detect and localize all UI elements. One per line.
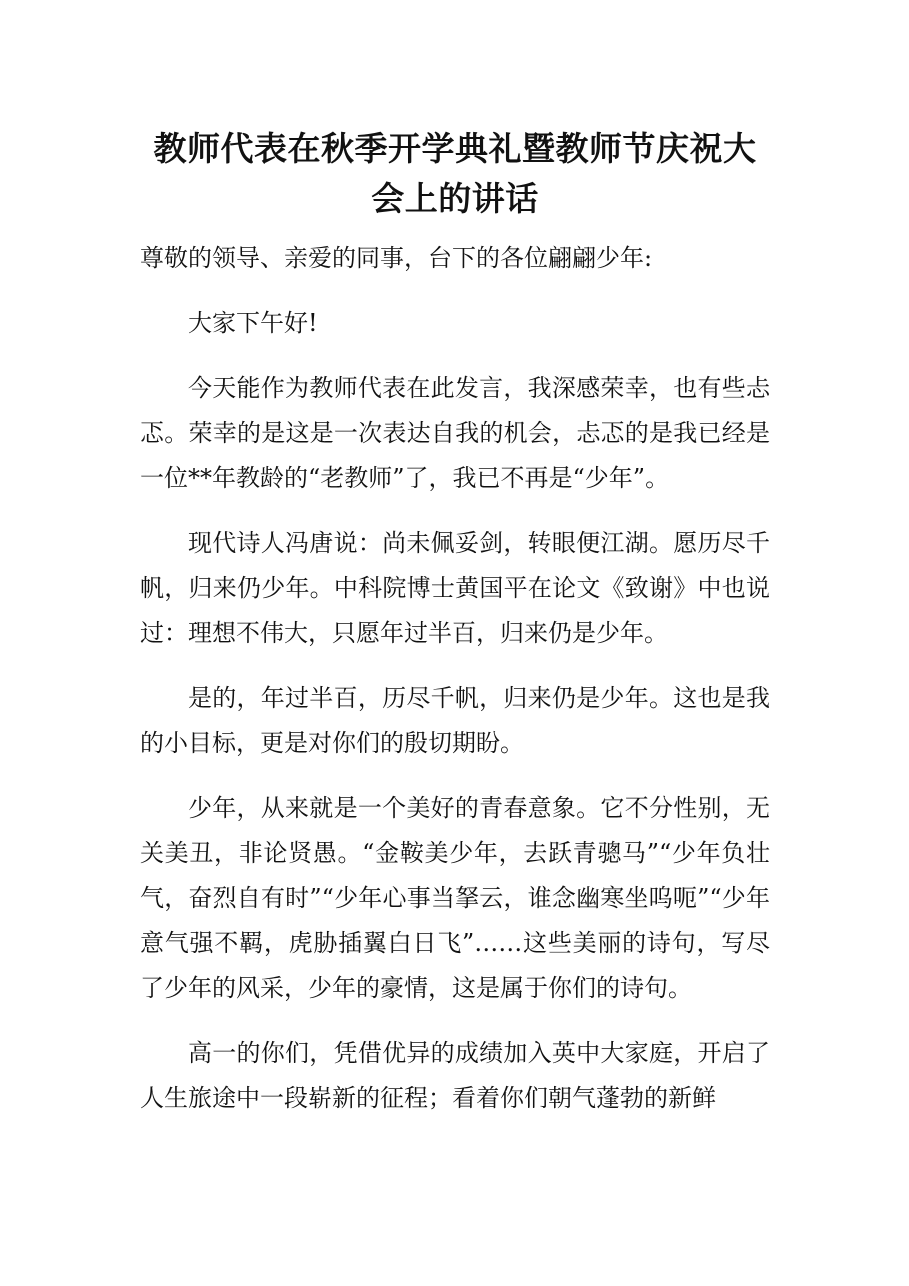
paragraph-new-students: 高一的你们，凭借优异的成绩加入英中大家庭，开启了人生旅途中一段崭新的征程；看着你们朝气蓬勃的新鲜 — [140, 1039, 770, 1112]
paragraph-greeting: 大家下午好! — [188, 309, 318, 337]
document-title: 教师代表在秋季开学典礼暨教师节庆祝大会上的讲话 — [153, 129, 757, 218]
paragraph-quotes: 现代诗人冯唐说：尚未佩妥剑，转眼便江湖。愿历尽千帆，归来仍少年。中科院博士黄国平在论文《致谢》中也说过：理想不伟大，只愿年过半百，归来仍是少年。 — [140, 529, 770, 647]
paragraph-introduction: 今天能作为教师代表在此发言，我深感荣幸，也有些忐忑。荣幸的是这是一次表达自我的机会，忐忑的是我已经是一位**年教龄的“老教师”了，我已不再是“少年”。 — [140, 374, 770, 492]
paragraph-youth: 少年，从来就是一个美好的青春意象。它不分性别，无关美丑，非论贤愚。“金鞍美少年，去跃青骢马”“少年负壮气，奋烈自有时”“少年心事当拏云，谁念幽寒坐呜呃”“少年意气强不羁，虎胁插翼白日飞”……这些美丽的诗句，写尽了少年的风采，少年的豪情，这是属于你们的诗句。 — [140, 794, 770, 1002]
speech-body — [140, 236, 770, 1141]
salutation: 尊敬的领导、亲爱的同事，台下的各位翩翩少年: — [140, 244, 653, 272]
paragraph-goal: 是的，年过半百，历尽千帆，归来仍是少年。这也是我的小目标，更是对你们的殷切期盼。 — [140, 684, 770, 757]
